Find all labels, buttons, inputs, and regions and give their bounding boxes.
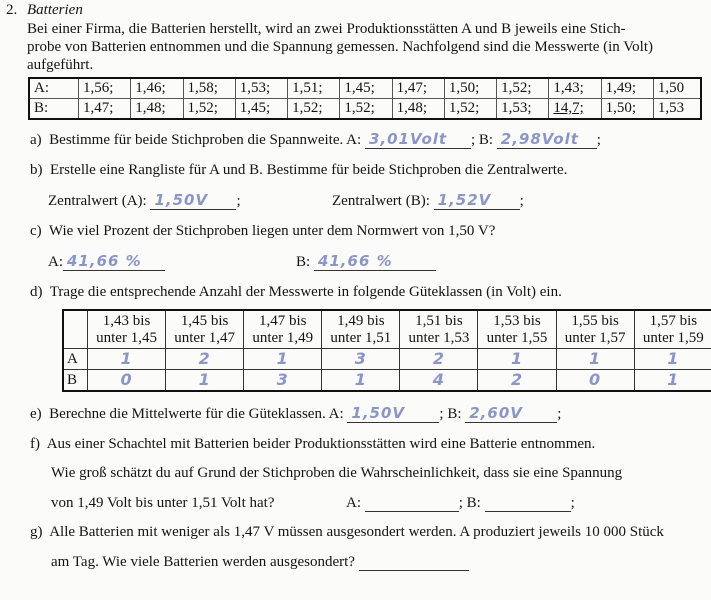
class-header: 1,49 bis unter 1,51 bbox=[322, 310, 400, 349]
label: A: bbox=[346, 495, 361, 511]
class-header: 1,43 bis unter 1,45 bbox=[88, 310, 166, 349]
percent-a-field[interactable] bbox=[63, 254, 165, 271]
end-mark: ; bbox=[596, 132, 601, 148]
measurement-cell: 1,52; bbox=[497, 78, 549, 99]
measurement-cell: 1,46; bbox=[131, 78, 183, 99]
answer-a-field-a[interactable] bbox=[365, 132, 471, 149]
handwritten-answer: 41,66 % bbox=[67, 252, 142, 270]
question-c bbox=[30, 222, 495, 240]
question-g bbox=[30, 523, 664, 541]
question-letter: f) bbox=[30, 436, 40, 452]
count-cell[interactable]: 2 bbox=[400, 349, 478, 370]
count-cell[interactable]: 1 bbox=[478, 349, 556, 370]
count-cell[interactable]: 3 bbox=[322, 349, 400, 370]
quality-class-table bbox=[62, 309, 711, 392]
end-mark: ; bbox=[570, 495, 575, 511]
question-b bbox=[30, 161, 567, 179]
discard-count-field[interactable] bbox=[359, 554, 469, 571]
count-cell[interactable]: 2 bbox=[166, 349, 244, 370]
measurement-cell: 1,53 bbox=[653, 99, 701, 120]
measurements-table bbox=[28, 77, 702, 120]
label: B: bbox=[296, 254, 311, 270]
count-cell[interactable]: 1 bbox=[166, 370, 244, 392]
separator: ; B: bbox=[458, 495, 481, 511]
question-b-answer-a bbox=[48, 192, 241, 210]
question-b-text: Erstelle eine Rangliste für A und B. Bestimme für beide Stichproben die Zentralwerte. bbox=[50, 162, 568, 178]
answer-a-field-b[interactable] bbox=[497, 132, 597, 149]
question-f-line-1: Aus einer Schachtel mit Batterien beider Produktionsstätten wird eine Batterie entnommen. bbox=[46, 436, 596, 452]
probability-a-field[interactable] bbox=[365, 495, 459, 512]
question-letter: g) bbox=[30, 524, 43, 540]
end-mark: ; bbox=[557, 406, 562, 422]
label: Zentralwert (A): bbox=[48, 193, 147, 209]
measurement-cell: 1,52; bbox=[183, 99, 235, 120]
task-title: Batterien bbox=[27, 2, 83, 18]
question-c-answer-a bbox=[48, 253, 165, 271]
count-cell[interactable]: 1 bbox=[634, 349, 711, 370]
class-header: 1,47 bis unter 1,49 bbox=[244, 310, 322, 349]
measurement-cell: 1,49; bbox=[601, 78, 653, 99]
measurements-row-a bbox=[29, 78, 701, 99]
count-cell[interactable]: 0 bbox=[556, 370, 634, 392]
handwritten-answer: 3,01Volt bbox=[368, 130, 448, 148]
measurement-cell: 1,43; bbox=[549, 78, 601, 99]
count-cell[interactable]: 0 bbox=[88, 370, 166, 392]
count-cell[interactable]: 1 bbox=[634, 370, 711, 392]
question-f bbox=[30, 435, 595, 453]
measurement-cell: 1,52; bbox=[288, 99, 340, 120]
measurement-cell: 1,53; bbox=[235, 78, 287, 99]
measurement-cell: 1,48; bbox=[131, 99, 183, 120]
handwritten-answer: 1,50V bbox=[154, 191, 209, 209]
measurement-cell: 1,58; bbox=[183, 78, 235, 99]
question-e-text: Berechne die Mittelwerte für die Güteklassen. A: bbox=[49, 406, 344, 422]
class-header: 1,45 bis unter 1,47 bbox=[166, 310, 244, 349]
question-d bbox=[30, 283, 562, 301]
question-letter: a) bbox=[30, 132, 42, 148]
question-letter: b) bbox=[30, 162, 43, 178]
measurement-cell: 1,48; bbox=[392, 99, 444, 120]
measurement-cell: 1,45; bbox=[340, 78, 392, 99]
intro-line-1: Bei einer Firma, die Batterien herstellt, wird an zwei Produktionsstätten A und B jeweils eine Stich- bbox=[27, 21, 626, 37]
question-g-line-2: am Tag. Wie viele Batterien werden ausgesondert? bbox=[51, 554, 355, 570]
handwritten-answer: 2,60V bbox=[469, 404, 523, 422]
class-header: 1,55 bis unter 1,57 bbox=[556, 310, 634, 349]
handwritten-answer: 2,98Volt bbox=[500, 130, 579, 148]
label: Zentralwert (B): bbox=[332, 193, 430, 209]
class-header: 1,53 bis unter 1,55 bbox=[478, 310, 556, 349]
quality-class-header-row bbox=[63, 310, 711, 349]
count-cell[interactable]: 1 bbox=[244, 349, 322, 370]
separator: ; B: bbox=[439, 406, 462, 422]
end-mark: ; bbox=[519, 193, 524, 209]
handwritten-answer: 1,52V bbox=[437, 191, 492, 209]
mean-a-field[interactable] bbox=[347, 406, 439, 423]
question-a bbox=[30, 131, 601, 149]
task-number: 2. bbox=[6, 2, 18, 18]
intro-line-2: probe von Batterien entnommen und die Spannung gemessen. Nachfolgend sind die Messwerte (in Volt) bbox=[27, 39, 653, 55]
question-b-answer-b bbox=[332, 192, 524, 210]
zentralwert-b-field[interactable] bbox=[434, 193, 520, 210]
question-d-text: Trage die entsprechende Anzahl der Messwerte in folgende Güteklassen (in Volt) ein. bbox=[49, 284, 562, 300]
end-mark: ; bbox=[236, 193, 241, 209]
measurement-cell: 14,7; bbox=[549, 99, 601, 120]
count-cell[interactable]: 1 bbox=[556, 349, 634, 370]
measurement-cell: 1,50 bbox=[653, 78, 701, 99]
question-letter: e) bbox=[30, 406, 42, 422]
count-cell[interactable]: 4 bbox=[400, 370, 478, 392]
question-f-answers bbox=[346, 494, 575, 512]
measurement-cell: 1,47; bbox=[79, 99, 131, 120]
question-letter: c) bbox=[30, 223, 42, 239]
handwritten-answer: 41,66 % bbox=[317, 252, 393, 270]
row-label: A: bbox=[29, 78, 79, 99]
measurement-cell: 1,56; bbox=[79, 78, 131, 99]
question-f-line-2: Wie groß schätzt du auf Grund der Stichproben die Wahrscheinlichkeit, dass sie eine Spannung bbox=[51, 465, 623, 481]
label: A: bbox=[48, 254, 63, 270]
measurement-cell: 1,50; bbox=[601, 99, 653, 120]
question-g-line-2-wrap bbox=[51, 553, 469, 571]
measurement-cell: 1,52; bbox=[340, 99, 392, 120]
measurement-cell: 1,45; bbox=[235, 99, 287, 120]
question-c-answer-b bbox=[296, 253, 436, 271]
quality-class-row-a bbox=[63, 349, 711, 370]
question-f-line-3-wrap bbox=[51, 494, 274, 512]
question-a-text: Bestimme für beide Stichproben die Spannweite. A: bbox=[49, 132, 362, 148]
class-header: 1,51 bis unter 1,53 bbox=[400, 310, 478, 349]
row-label: B bbox=[63, 370, 88, 392]
count-cell[interactable]: 1 bbox=[88, 349, 166, 370]
probability-b-field[interactable] bbox=[485, 495, 571, 512]
measurements-row-b bbox=[29, 99, 701, 120]
question-f-line-3: von 1,49 Volt bis unter 1,51 Volt hat? bbox=[51, 495, 275, 511]
question-e bbox=[30, 405, 561, 423]
measurement-cell: 1,50; bbox=[444, 78, 496, 99]
row-label: B: bbox=[29, 99, 79, 120]
count-cell[interactable]: 2 bbox=[478, 370, 556, 392]
class-header: 1,57 bis unter 1,59 bbox=[634, 310, 711, 349]
corner-cell bbox=[63, 310, 88, 349]
zentralwert-a-field[interactable] bbox=[150, 193, 236, 210]
question-c-text: Wie viel Prozent der Stichproben liegen unter dem Normwert von 1,50 V? bbox=[48, 223, 496, 239]
measurement-cell: 1,47; bbox=[392, 78, 444, 99]
intro-line-3: aufgeführt. bbox=[27, 57, 94, 73]
row-label: A bbox=[63, 349, 88, 370]
measurement-cell: 1,51; bbox=[288, 78, 340, 99]
question-g-line-1: Alle Batterien mit weniger als 1,47 V müssen ausgesondert werden. A produziert jeweils 10 000 Stück bbox=[49, 524, 664, 540]
separator: ; B: bbox=[470, 132, 494, 148]
measurement-cell: 1,53; bbox=[497, 99, 549, 120]
count-cell[interactable]: 1 bbox=[322, 370, 400, 392]
quality-class-row-b bbox=[63, 370, 711, 392]
count-cell[interactable]: 3 bbox=[244, 370, 322, 392]
question-letter: d) bbox=[30, 284, 43, 300]
handwritten-answer: 1,50V bbox=[351, 404, 406, 422]
percent-b-field[interactable] bbox=[314, 254, 436, 271]
measurement-cell: 1,52; bbox=[444, 99, 496, 120]
mean-b-field[interactable] bbox=[465, 406, 557, 423]
